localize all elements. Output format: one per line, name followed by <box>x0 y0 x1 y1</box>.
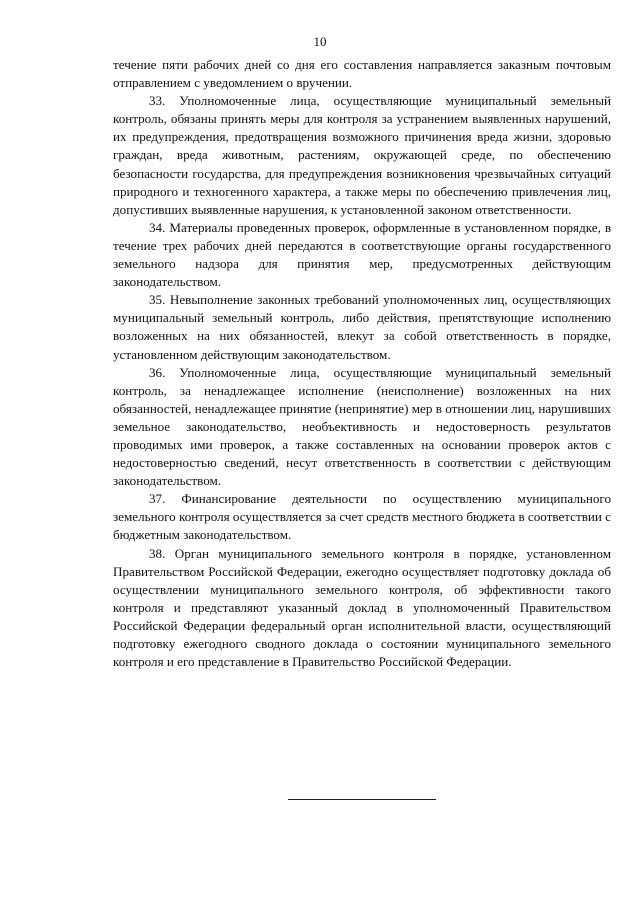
paragraph-37: 37. Финансирование деятельности по осуществлению муниципального земельного контроля осуществляется за счет средств местного бюджета в соответствии с бюджетным законодательством. <box>113 491 611 543</box>
paragraph-33: 33. Уполномоченные лица, осуществляющие муниципальный земельный контроль, обязаны принять меры для контроля за устранением выявленных нарушений, их предупреждения, предотвращения возможного причинения вреда жизни, здоровью граждан, вреда животным, растениям, окружающей среде, по обеспечению безопасности государства, для предупреждения возникновения чрезвычайных ситуаций природного и техногенного характера, а также меры по обеспечению привлечения лиц, допустивших выявленные нарушения, к установленной законом ответственности. <box>113 93 611 217</box>
end-divider-line <box>288 799 436 800</box>
document-body <box>113 56 611 671</box>
page-number: 10 <box>313 34 327 49</box>
paragraph-38: 38. Орган муниципального земельного контроля в порядке, установленном Правительством Российской Федерации, ежегодно осуществляет подготовку доклада об осуществлении муниципального земельного контроля, об эффективности такого контроля и представляют указанный доклад в уполномоченный Правительством Российской Федерации федеральный орган исполнительной власти, осуществляющий подготовку ежегодного сводного доклада о состоянии муниципального земельного контроля и его представление в Правительство Российской Федерации. <box>113 545 611 670</box>
paragraph-35: 35. Невыполнение законных требований уполномоченных лиц, осуществляющих муниципальный земельный контроль, либо действия, препятствующие исполнению возложенных на них обязанностей, влекут за собой ответственность в порядке, установленном действующим законодательством. <box>113 292 611 362</box>
paragraph-34: 34. Материалы проведенных проверок, оформленные в установленном порядке, в течение трех рабочих дней передаются в соответствующие органы государственного земельного надзора для принятия мер, предусмотренных действующим законодательством. <box>113 219 611 290</box>
paragraph-continuation: течение пяти рабочих дней со дня его составления направляется заказным почтовым отправлением с уведомлением о вручении. <box>113 57 611 91</box>
paragraph-36: 36. Уполномоченные лица, осуществляющие муниципальный земельный контроль, за ненадлежащее исполнение (неисполнение) возложенных на них обязанностей, ненадлежащее принятие (непринятие) мер в отношении лиц, нарушивших земельное законодательство, необъективность и недостоверность результатов проводимых ими проверок, а также составленных на основании проверок актов с недостоверностью сведений, несут ответственность в соответствии с действующим законодательством. <box>113 364 611 489</box>
